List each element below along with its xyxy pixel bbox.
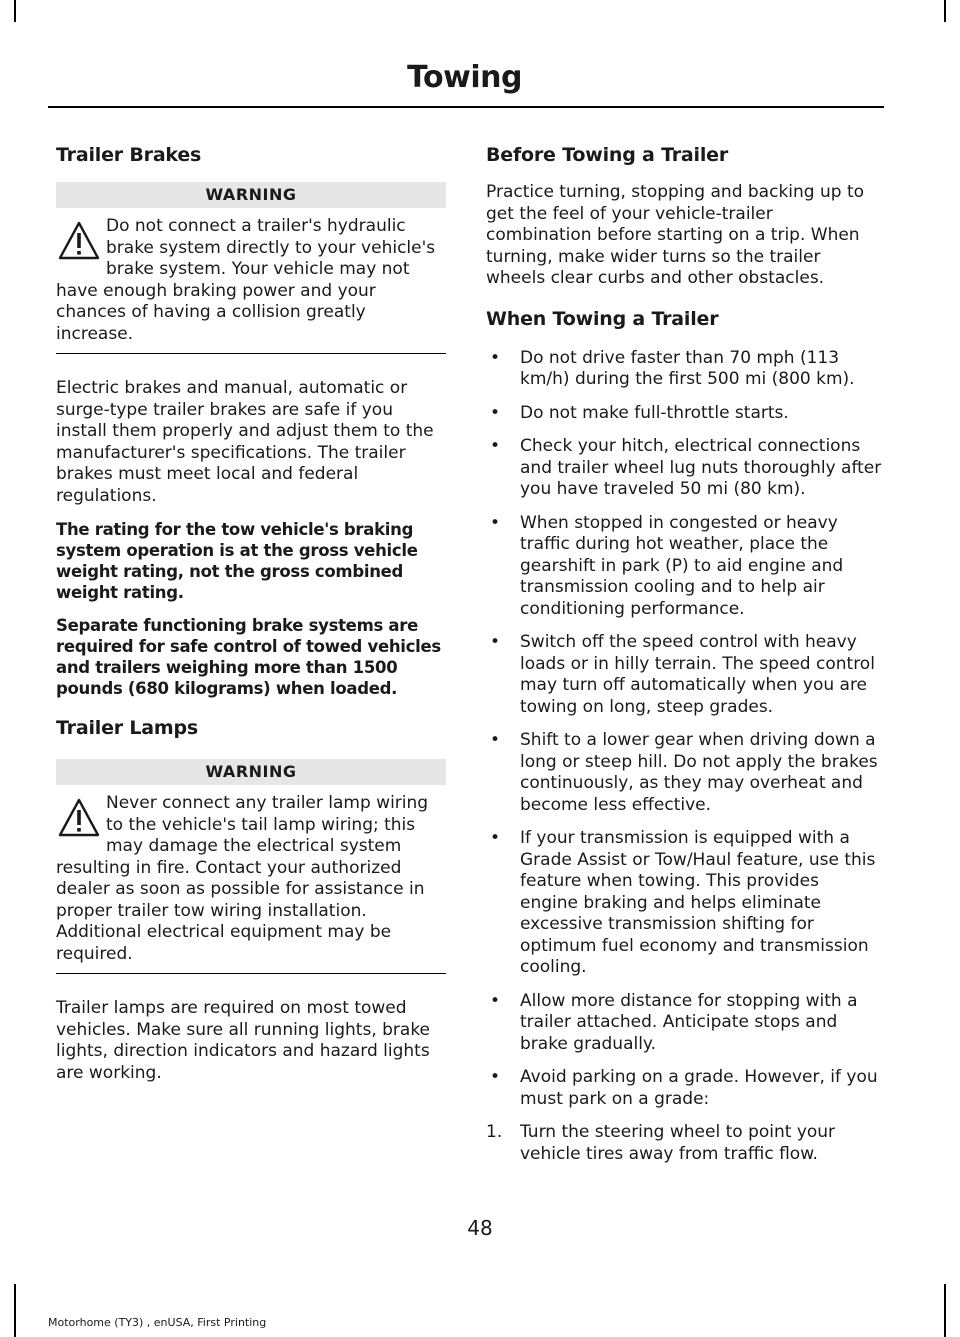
section-heading: Before Towing a Trailer xyxy=(486,144,729,166)
list-item xyxy=(486,828,882,979)
list-item xyxy=(486,513,882,621)
bold-paragraph: Separate functioning brake systems are required for safe control of towed vehicles and trailers weighing more than 1500 pounds (680 kilograms) when loaded. xyxy=(56,616,441,698)
body-paragraph: Trailer lamps are required on most towed vehicles. Make sure all running lights, brake lights, direction indicators and hazard lights are working. xyxy=(56,998,431,1083)
section-heading: When Towing a Trailer xyxy=(486,307,719,330)
numbered-list xyxy=(486,1122,882,1165)
warning-title: WARNING xyxy=(56,182,446,208)
warning-text: Never connect any trailer lamp wiring to the vehicle's tail lamp wiring; this may damage the electrical system resulting in fire. Contact your authorized dealer as soon as possible for assistance in proper trailer tow wiring installation. Additional electrical equipment may be required. xyxy=(56,793,429,964)
list-item xyxy=(486,403,882,425)
bullet-marker: • xyxy=(490,402,501,423)
bullet-marker: • xyxy=(490,730,501,750)
crop-mark xyxy=(14,0,16,22)
body-paragraph: Practice turning, stopping and backing up to get the feel of your vehicle-trailer combination before starting on a trip. When turning, make wider turns so the trailer wheels clear curbs and other obstacles. xyxy=(486,182,865,288)
list-item-text: Turn the steering wheel to point your vehicle tires away from traffic flow. xyxy=(520,1122,836,1164)
before-towing-section xyxy=(486,142,882,290)
trailer-brakes-section xyxy=(56,142,446,699)
warning-box xyxy=(56,759,446,974)
list-item xyxy=(486,632,882,718)
page-number: 48 xyxy=(467,1216,493,1240)
bullet-list xyxy=(486,348,882,1111)
list-item-text: Check your hitch, electrical connections and trailer wheel lug nuts thoroughly after you have traveled 50 mi (80 km). xyxy=(520,436,882,499)
list-item xyxy=(486,730,882,816)
list-item xyxy=(486,1067,882,1110)
list-item-text: Switch off the speed control with heavy loads or in hilly terrain. The speed control may turn off automatically when you are towing on long, steep grades. xyxy=(520,632,875,717)
header-divider xyxy=(48,106,884,108)
list-item xyxy=(486,991,882,1056)
bullet-marker: • xyxy=(490,436,501,456)
warning-box xyxy=(56,182,446,354)
bullet-marker: • xyxy=(490,632,501,652)
warning-title: WARNING xyxy=(56,759,446,785)
page-title: Towing xyxy=(407,60,522,95)
list-item-text: If your transmission is equipped with a Grade Assist or Tow/Haul feature, use this feature when towing. This provides engine braking and helps eliminate excessive transmission shifting for optimum fuel economy and transmission cooling. xyxy=(520,828,876,977)
section-heading: Trailer Brakes xyxy=(56,144,202,166)
list-item-text: Allow more distance for stopping with a trailer attached. Anticipate stops and brake gradually. xyxy=(520,990,858,1054)
crop-mark xyxy=(944,0,946,22)
right-column xyxy=(486,142,882,1177)
warning-text: Do not connect a trailer's hydraulic brake system directly to your vehicle's brake system. Your vehicle may not have enough braking power and your chances of having a collision greatly increase. xyxy=(56,216,436,344)
bold-paragraph: The rating for the tow vehicle's braking system operation is at the gross vehicle weight rating, not the gross combined weight rating. xyxy=(56,520,418,602)
trailer-lamps-section xyxy=(56,715,446,1084)
bullet-marker: • xyxy=(490,1067,501,1087)
list-item-text: Avoid parking on a grade. However, if you must park on a grade: xyxy=(520,1067,878,1109)
body-paragraph: Electric brakes and manual, automatic or surge-type trailer brakes are safe if you install them properly and adjust them to the manufacturer's specifications. The trailer brakes must meet local and federal regulations. xyxy=(56,378,434,506)
footer-text: Motorhome (TY3) , enUSA, First Printing xyxy=(48,1316,267,1329)
bullet-marker: • xyxy=(490,828,501,848)
warning-triangle-icon xyxy=(56,218,102,264)
bullet-marker: • xyxy=(490,512,501,533)
list-item-text: Do not drive faster than 70 mph (113 km/h) during the first 500 mi (800 km). xyxy=(520,347,855,389)
section-heading: Trailer Lamps xyxy=(56,717,198,739)
list-item-text: When stopped in congested or heavy traffic during hot weather, place the gearshift in park (P) to aid engine and transmission cooling and to help air conditioning performance. xyxy=(520,512,844,619)
crop-mark xyxy=(14,1284,16,1337)
when-towing-section xyxy=(486,306,882,1166)
bullet-marker: • xyxy=(490,347,501,368)
bullet-marker: • xyxy=(490,990,501,1011)
list-item xyxy=(486,436,882,501)
list-item-text: Shift to a lower gear when driving down a long or steep hill. Do not apply the brakes continuously, as they may overheat and become less effective. xyxy=(520,730,878,815)
warning-triangle-icon xyxy=(56,795,102,841)
crop-mark xyxy=(944,1284,946,1337)
step-number: 1. xyxy=(486,1122,503,1142)
left-column xyxy=(56,142,446,1096)
list-item-text: Do not make full-throttle starts. xyxy=(520,402,789,423)
list-item xyxy=(486,348,882,391)
list-item xyxy=(486,1122,882,1165)
